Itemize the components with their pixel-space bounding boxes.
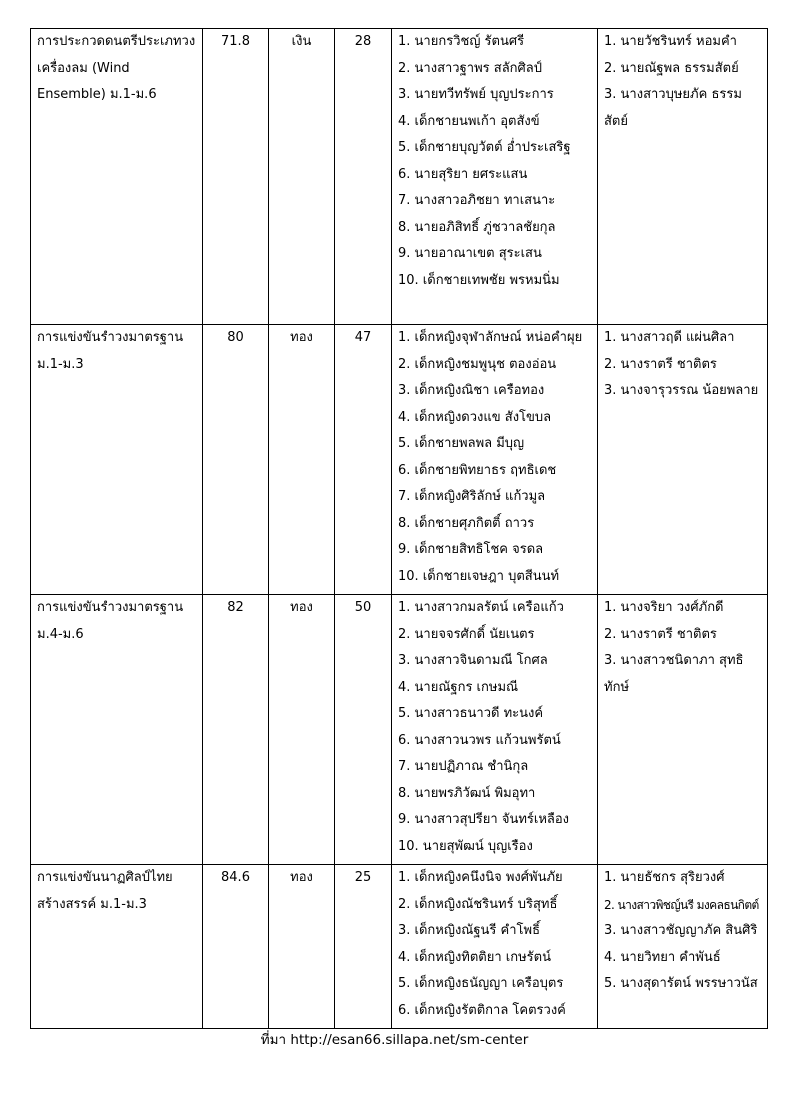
teacher-item: 1. นายวัชรินทร์ หอมคำ	[604, 34, 737, 49]
students-cell	[392, 325, 598, 595]
teacher-item: 2. นางราตรี ชาติตร	[604, 626, 717, 642]
student-item: 4. เด็กชายนพเก้า อุตสังข์	[398, 113, 540, 129]
teacher-item: 1. นางจริยา วงศ์ภักดี	[604, 600, 724, 615]
student-item: 6. เด็กหญิงรัตติกาล โคตรวงค์	[398, 1002, 566, 1018]
student-item: 2. นางสาวฐาพร สลักศิลป์	[398, 60, 543, 76]
score-cell: 82	[203, 595, 269, 865]
student-item: 10. เด็กชายเจษฎา บุตสีนนท์	[398, 568, 560, 584]
rank-cell: 25	[335, 865, 392, 1029]
student-item: 4. เด็กหญิงดวงแข สังโขบล	[398, 409, 552, 425]
teachers-cell	[598, 865, 768, 1029]
students-cell	[392, 865, 598, 1029]
medal-cell: ทอง	[269, 865, 335, 1029]
rank-cell: 28	[335, 29, 392, 325]
student-item: 5. นางสาวธนาวดี ทะนงค์	[398, 706, 544, 721]
medal-cell: เงิน	[269, 29, 335, 325]
score-cell: 84.6	[203, 865, 269, 1029]
student-item: 4. นายณัฐกร เกษมณี	[398, 679, 519, 695]
student-item: 5. เด็กหญิงธนัญญา เครือบุตร	[398, 976, 564, 991]
student-item: 9. นางสาวสุปรียา จันทร์เหลือง	[398, 812, 570, 827]
teacher-item: 4. นายวิทยา คำพันธ์	[604, 949, 721, 965]
activity-cell: การแข่งขันรำวงมาตรฐาน ม.4-ม.6	[31, 595, 203, 865]
student-item: 10. เด็กชายเทพชัย พรหมนิ่ม	[398, 272, 560, 288]
teacher-item: 1. นางสาวฤดี แผ่นศิลา	[604, 330, 735, 345]
teacher-item: 2. นางสาวพิชญ์นรี มงคลธนกิตต์	[604, 897, 759, 912]
student-item: 4. เด็กหญิงทิตติยา เกษรัตน์	[398, 949, 551, 965]
rank-cell: 50	[335, 595, 392, 865]
teacher-item: 5. นางสุดารัตน์ พรรษาวนัส	[604, 976, 758, 991]
student-item: 3. เด็กหญิงณิชา เครือทอง	[398, 383, 545, 398]
student-item: 3. นายทวีทรัพย์ บุญประการ	[398, 87, 554, 102]
rank-cell: 47	[335, 325, 392, 595]
student-item: 9. นายอาณาเขต สุระเสน	[398, 246, 542, 261]
medal-cell: ทอง	[269, 325, 335, 595]
student-item: 1. นางสาวกมลรัตน์ เครือแก้ว	[398, 600, 564, 615]
teacher-item: 3. นางสาวชนิดาภา สุทธิทักษ์	[604, 653, 744, 695]
activity-cell: การแข่งขันรำวงมาตรฐาน ม.1-ม.3	[31, 325, 203, 595]
teacher-item: 1. นายธัชกร สุริยวงศ์	[604, 870, 725, 885]
results-table	[30, 28, 768, 1029]
score-cell: 80	[203, 325, 269, 595]
teachers-cell	[598, 325, 768, 595]
student-item: 5. เด็กชายพลพล มีบุญ	[398, 436, 525, 451]
teacher-item: 3. นางสาวบุษยภัค ธรรมสัตย์	[604, 87, 742, 129]
student-item: 5. เด็กชายบุญวัตต์ อ่ำประเสริฐ	[398, 140, 571, 155]
student-item: 2. เด็กหญิงณัชรินทร์ บริสุทธิ์	[398, 896, 558, 912]
student-item: 8. นายอภิสิทธิ์ ภู่ชวาลชัยกุล	[398, 219, 556, 235]
student-item: 7. เด็กหญิงศิริลักษ์ แก้วมูล	[398, 489, 546, 504]
table-row	[31, 29, 768, 325]
teachers-cell	[598, 595, 768, 865]
student-item: 3. เด็กหญิงณัฐนรี คำโพธิ์	[398, 923, 541, 938]
student-item: 6. นายสุริยา ยศระแสน	[398, 166, 528, 182]
teachers-cell	[598, 29, 768, 325]
teacher-item: 3. นางสาวชัญญาภัค สินศิริ	[604, 923, 758, 938]
table-row	[31, 865, 768, 1029]
teacher-item: 2. นางราตรี ชาติตร	[604, 356, 717, 372]
table-row	[31, 595, 768, 865]
score-cell: 71.8	[203, 29, 269, 325]
activity-cell: การประกวดดนตรีประเภทวงเครื่องลม (Wind Ensemble) ม.1-ม.6	[31, 29, 203, 325]
source-caption: ที่มา http://esan66.sillapa.net/sm-center	[260, 1032, 529, 1048]
student-item: 1. เด็กหญิงจุฬาลักษณ์ หน่อคำผุย	[398, 330, 583, 345]
student-item: 10. นายสุพัฒน์ บุญเรือง	[398, 838, 533, 854]
student-item: 1. นายกรวิชญ์ รัตนศรี	[398, 34, 525, 49]
student-item: 3. นางสาวจินดามณี โกศล	[398, 653, 548, 668]
student-item: 7. นายปฏิภาณ ชำนิกุล	[398, 759, 529, 774]
student-item: 2. เด็กหญิงชมพูนุช ตองอ่อน	[398, 356, 557, 372]
student-item: 7. นางสาวอภิชยา ทาเสนาะ	[398, 193, 556, 208]
students-cell	[392, 29, 598, 325]
medal-cell: ทอง	[269, 595, 335, 865]
student-item: 6. นางสาวนวพร แก้วนพรัตน์	[398, 732, 561, 748]
student-item: 8. เด็กชายศุภกิตติ์ ถาวร	[398, 515, 535, 531]
table-row	[31, 325, 768, 595]
student-item: 2. นายจจรศักดิ์ นัยเนตร	[398, 626, 535, 642]
activity-cell: การแข่งขันนาฏศิลป์ไทยสร้างสรรค์ ม.1-ม.3	[31, 865, 203, 1029]
students-cell	[392, 595, 598, 865]
student-item: 1. เด็กหญิงคนึงนิจ พงศ์พันภัย	[398, 870, 563, 885]
student-item: 9. เด็กชายสิทธิโชค จรดล	[398, 542, 544, 557]
teacher-item: 3. นางจารุวรรณ น้อยพลาย	[604, 383, 759, 398]
student-item: 8. นายพรภิวัฒน์ พิมอุทา	[398, 785, 536, 801]
teacher-item: 2. นายณัฐพล ธรรมสัตย์	[604, 60, 739, 76]
student-item: 6. เด็กชายพิทยาธร ฤทธิเดช	[398, 462, 557, 478]
